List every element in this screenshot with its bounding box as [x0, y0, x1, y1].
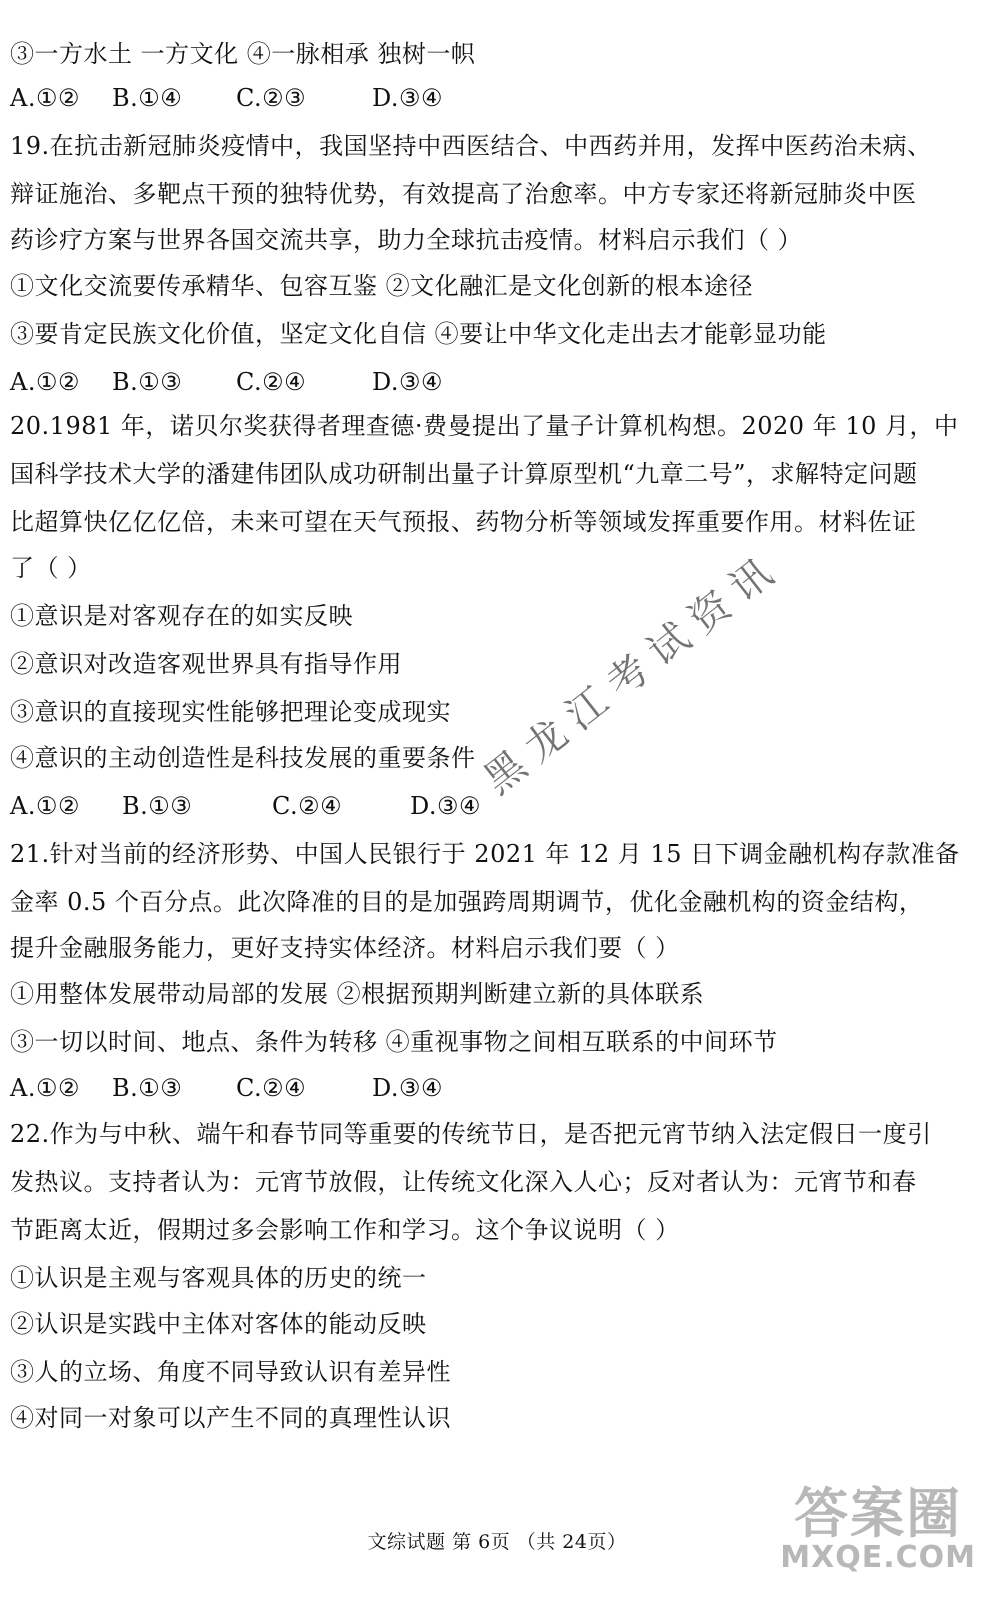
text-line: 辩证施治、多靶点干预的独特优势，有效提高了治愈率。中方专家还将新冠肺炎中医 [10, 180, 917, 208]
answer-option: D.③④ [372, 1074, 444, 1102]
text-line: 提升金融服务能力，更好支持实体经济。材料启示我们要（ ） [10, 934, 680, 962]
text-line: ①文化交流要传承精华、包容互鉴 ②文化融汇是文化创新的根本途径 [10, 272, 754, 300]
answer-option: A.①② [10, 84, 80, 112]
text-line: ②意识对改造客观世界具有指导作用 [10, 650, 402, 678]
logo-text-bottom: MXQE.COM [780, 1540, 976, 1575]
text-line: 发热议。支持者认为：元宵节放假，让传统文化深入人心；反对者认为：元宵节和春 [10, 1168, 917, 1196]
text-line: 21.针对当前的经济形势、中国人民银行于 2021 年 12 月 15 日下调金融机构存款准备 [10, 840, 960, 868]
text-line: 20.1981 年，诺贝尔奖获得者理查德·费曼提出了量子计算机构想。2020 年 10 月，中 [10, 412, 959, 440]
answer-option: B.①③ [112, 368, 183, 396]
answer-option: B.①④ [112, 84, 183, 112]
text-line: ①用整体发展带动局部的发展 ②根据预期判断建立新的具体联系 [10, 980, 705, 1008]
text-line: ②认识是实践中主体对客体的能动反映 [10, 1310, 427, 1338]
text-line: ①认识是主观与客观具体的历史的统一 [10, 1264, 427, 1292]
logo-text-top: 答案圈 [794, 1482, 963, 1545]
text-line: ③要肯定民族文化价值，坚定文化自信 ④要让中华文化走出去才能彰显功能 [10, 320, 827, 348]
page-footer: 文综试题 第 6页 （共 24页） [367, 1531, 627, 1553]
answer-option: A.①② [10, 792, 80, 820]
watermark-text: 黑龙江考试资讯 [475, 542, 791, 804]
answer-option: D.③④ [372, 368, 444, 396]
text-line: 节距离太近，假期过多会影响工作和学习。这个争议说明（ ） [10, 1216, 680, 1244]
text-line: 了（ ） [10, 554, 92, 582]
answer-option: A.①② [10, 1074, 80, 1102]
text-line: 比超算快亿亿亿倍，未来可望在天气预报、药物分析等领域发挥重要作用。材料佐证 [10, 508, 917, 536]
text-line: 19.在抗击新冠肺炎疫情中，我国坚持中西医结合、中西药并用，发挥中医药治未病、 [10, 132, 932, 160]
answer-option: C.②④ [272, 792, 343, 820]
text-line: ③一方水土 一方文化 ④一脉相承 独树一帜 [10, 40, 476, 68]
answer-option: B.①③ [112, 1074, 183, 1102]
answer-option: D.③④ [372, 84, 444, 112]
text-line: ③一切以时间、地点、条件为转移 ④重视事物之间相互联系的中间环节 [10, 1028, 778, 1056]
text-line: ④意识的主动创造性是科技发展的重要条件 [10, 744, 476, 772]
answer-option: C.②④ [236, 1074, 307, 1102]
answer-option: C.②③ [236, 84, 307, 112]
text-line: ④对同一对象可以产生不同的真理性认识 [10, 1404, 451, 1432]
text-line: ③意识的直接现实性能够把理论变成现实 [10, 698, 451, 726]
text-line: ①意识是对客观存在的如实反映 [10, 602, 353, 630]
text-line: 金率 0.5 个百分点。此次降准的目的是加强跨周期调节，优化金融机构的资金结构， [10, 888, 924, 916]
answer-option: D.③④ [410, 792, 482, 820]
answer-option: C.②④ [236, 368, 307, 396]
answer-option: A.①② [10, 368, 80, 396]
text-line: 国科学技术大学的潘建伟团队成功研制出量子计算原型机“九章二号”，求解特定问题 [10, 460, 918, 488]
answer-option: B.①③ [122, 792, 193, 820]
site-logo [780, 1482, 976, 1575]
text-line: 药诊疗方案与世界各国交流共享，助力全球抗击疫情。材料启示我们（ ） [10, 226, 803, 254]
text-line: ③人的立场、角度不同导致认识有差异性 [10, 1358, 451, 1386]
text-line: 22.作为与中秋、端午和春节同等重要的传统节日，是否把元宵节纳入法定假日一度引 [10, 1120, 932, 1148]
